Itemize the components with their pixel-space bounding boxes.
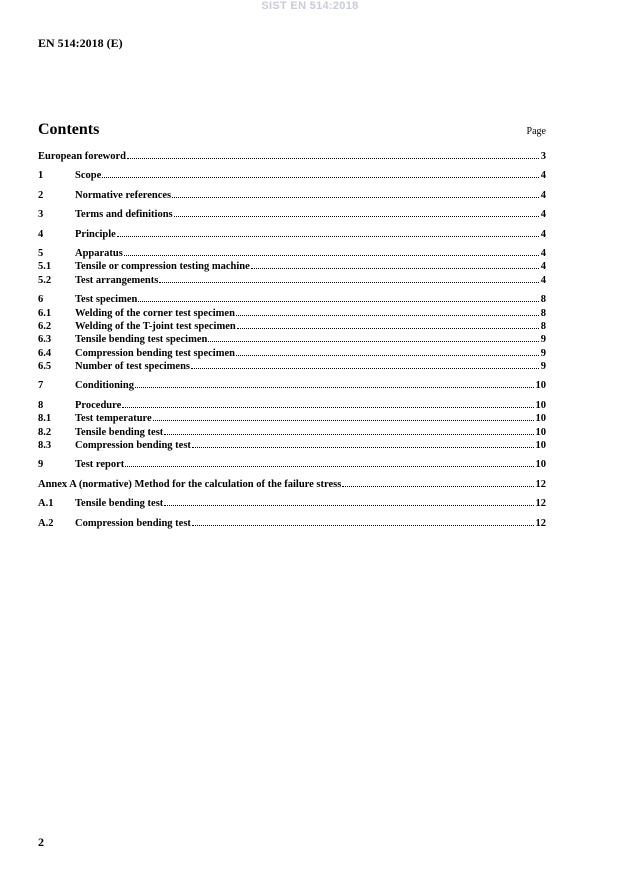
- toc-leader-dots: [174, 215, 539, 217]
- page-number: 2: [38, 835, 44, 849]
- toc-entry-page: 9: [540, 361, 546, 373]
- toc-leader-dots: [237, 327, 539, 329]
- toc-entry-page: 12: [535, 478, 546, 490]
- toc-entry-title: Tensile bending test specimen: [75, 334, 208, 346]
- toc-entry-number: 8.1: [38, 413, 52, 425]
- toc-entry-page: 4: [540, 170, 546, 182]
- toc-entry-page: 10: [535, 440, 546, 452]
- toc-entry[interactable]: [38, 478, 546, 491]
- toc-entry[interactable]: [38, 497, 546, 510]
- toc-entry-title: Principle: [75, 228, 116, 240]
- toc-entry-number: 6.2: [38, 320, 52, 332]
- toc-entry-number: A.2: [38, 517, 54, 529]
- toc-entry-title: Normative references: [75, 189, 172, 201]
- toc-leader-dots: [342, 485, 533, 487]
- toc-entry-page: 8: [540, 294, 546, 306]
- toc-entry-title: Test temperature: [75, 413, 152, 425]
- toc-entry-page: 10: [535, 399, 546, 411]
- toc-entry-page: 4: [540, 189, 546, 201]
- watermark: SIST EN 514:2018: [261, 0, 359, 12]
- toc-entry[interactable]: [38, 150, 546, 163]
- toc-entry-page: 10: [535, 426, 546, 438]
- toc-entry[interactable]: [38, 208, 546, 221]
- toc-entry-title: Welding of the corner test specimen: [75, 307, 235, 319]
- toc-entry-page: 8: [540, 307, 546, 319]
- toc-entry-number: 5: [38, 247, 44, 259]
- toc-entry-title: Scope: [75, 170, 102, 182]
- toc-entry-number: 9: [38, 459, 44, 471]
- toc-entry-page: 3: [540, 151, 546, 162]
- toc-leader-dots: [138, 300, 538, 302]
- table-of-contents: [38, 150, 546, 530]
- toc-entry-title: Conditioning: [75, 380, 134, 392]
- toc-leader-dots: [153, 419, 534, 421]
- toc-entry-page: 10: [535, 380, 546, 392]
- toc-entry[interactable]: [38, 333, 546, 346]
- toc-leader-dots: [208, 340, 538, 342]
- toc-leader-dots: [192, 524, 534, 526]
- toc-entry-title: Test report: [75, 459, 125, 471]
- toc-entry[interactable]: [38, 228, 546, 241]
- toc-entry-title: Compression bending test: [75, 440, 191, 452]
- toc-leader-dots: [172, 196, 539, 198]
- toc-entry-number: 8.2: [38, 426, 52, 438]
- toc-entry[interactable]: [38, 169, 546, 182]
- toc-entry-number: 5.1: [38, 261, 52, 273]
- toc-entry-number: 1: [38, 170, 44, 182]
- document-id: EN 514:2018 (E): [38, 36, 123, 50]
- toc-entry-page: 4: [540, 247, 546, 259]
- toc-leader-dots: [164, 433, 533, 435]
- toc-entry-number: 5.2: [38, 274, 52, 286]
- toc-entry-page: 4: [540, 261, 546, 273]
- toc-entry[interactable]: [38, 293, 546, 306]
- toc-entry-page: 10: [535, 459, 546, 471]
- toc-entry-page: 8: [540, 320, 546, 332]
- toc-leader-dots: [236, 354, 539, 356]
- toc-entry-title: Terms and definitions: [75, 209, 173, 221]
- toc-entry-title: Annex A (normative) Method for the calculation of the failure stress: [38, 478, 342, 490]
- toc-leader-dots: [236, 314, 539, 316]
- toc-entry-page: 4: [540, 228, 546, 240]
- toc-leader-dots: [191, 367, 539, 369]
- toc-entry[interactable]: [38, 320, 546, 333]
- toc-entry-page: 9: [540, 334, 546, 346]
- toc-entry[interactable]: [38, 307, 546, 320]
- toc-entry-title: Tensile bending test: [75, 498, 164, 510]
- toc-leader-dots: [192, 446, 534, 448]
- toc-entry[interactable]: [38, 379, 546, 392]
- toc-entry[interactable]: [38, 347, 546, 360]
- toc-entry[interactable]: [38, 426, 546, 439]
- toc-leader-dots: [135, 386, 534, 388]
- toc-entry-number: 8: [38, 399, 44, 411]
- toc-entry-title: Number of test specimens: [75, 361, 190, 373]
- toc-entry[interactable]: [38, 412, 546, 425]
- toc-entry-page: 10: [535, 413, 546, 425]
- toc-entry[interactable]: [38, 189, 546, 202]
- toc-entry-page: 4: [540, 209, 546, 221]
- toc-entry-number: 2: [38, 189, 44, 201]
- toc-entry[interactable]: [38, 260, 546, 273]
- toc-entry-page: 12: [535, 517, 546, 529]
- toc-entry-number: 3: [38, 209, 44, 221]
- toc-leader-dots: [164, 504, 533, 506]
- toc-entry[interactable]: [38, 360, 546, 373]
- toc-entry-page: 9: [540, 347, 546, 359]
- toc-entry[interactable]: [38, 517, 546, 530]
- toc-leader-dots: [117, 235, 539, 237]
- toc-entry-number: 8.3: [38, 440, 52, 452]
- contents-title: Contents: [38, 121, 100, 138]
- toc-entry[interactable]: [38, 247, 546, 260]
- toc-entry[interactable]: [38, 439, 546, 452]
- toc-entry-number: 6.4: [38, 347, 52, 359]
- toc-entry-number: 6.5: [38, 361, 52, 373]
- toc-entry-number: 6.1: [38, 307, 52, 319]
- toc-entry-number: 6.3: [38, 334, 52, 346]
- toc-entry-number: 6: [38, 294, 44, 306]
- toc-entry-title: Apparatus: [75, 247, 123, 259]
- toc-entry[interactable]: [38, 399, 546, 412]
- toc-leader-dots: [122, 406, 533, 408]
- toc-entry-number: 7: [38, 380, 44, 392]
- toc-leader-dots: [127, 157, 539, 159]
- toc-entry-title: Test arrangements: [75, 274, 159, 286]
- toc-entry-title: Compression bending test specimen: [75, 347, 235, 359]
- page-column-label: Page: [526, 126, 546, 137]
- toc-entry-page: 4: [540, 274, 546, 286]
- toc-entry[interactable]: [38, 458, 546, 471]
- toc-entry-title: Procedure: [75, 399, 122, 411]
- toc-leader-dots: [124, 254, 539, 256]
- toc-entry-title: European foreword: [38, 151, 126, 162]
- toc-entry[interactable]: [38, 274, 546, 287]
- toc-entry-page: 12: [535, 498, 546, 510]
- toc-entry-title: Welding of the T-joint test specimen: [75, 320, 236, 332]
- toc-entry-title: Compression bending test: [75, 517, 191, 529]
- toc-leader-dots: [125, 465, 533, 467]
- toc-entry-title: Test specimen: [75, 294, 138, 306]
- toc-leader-dots: [251, 267, 539, 269]
- toc-entry-number: A.1: [38, 498, 54, 510]
- toc-entry-number: 4: [38, 228, 44, 240]
- toc-leader-dots: [159, 281, 538, 283]
- toc-leader-dots: [102, 176, 539, 178]
- toc-entry-title: Tensile bending test: [75, 426, 164, 438]
- toc-entry-title: Tensile or compression testing machine: [75, 261, 250, 273]
